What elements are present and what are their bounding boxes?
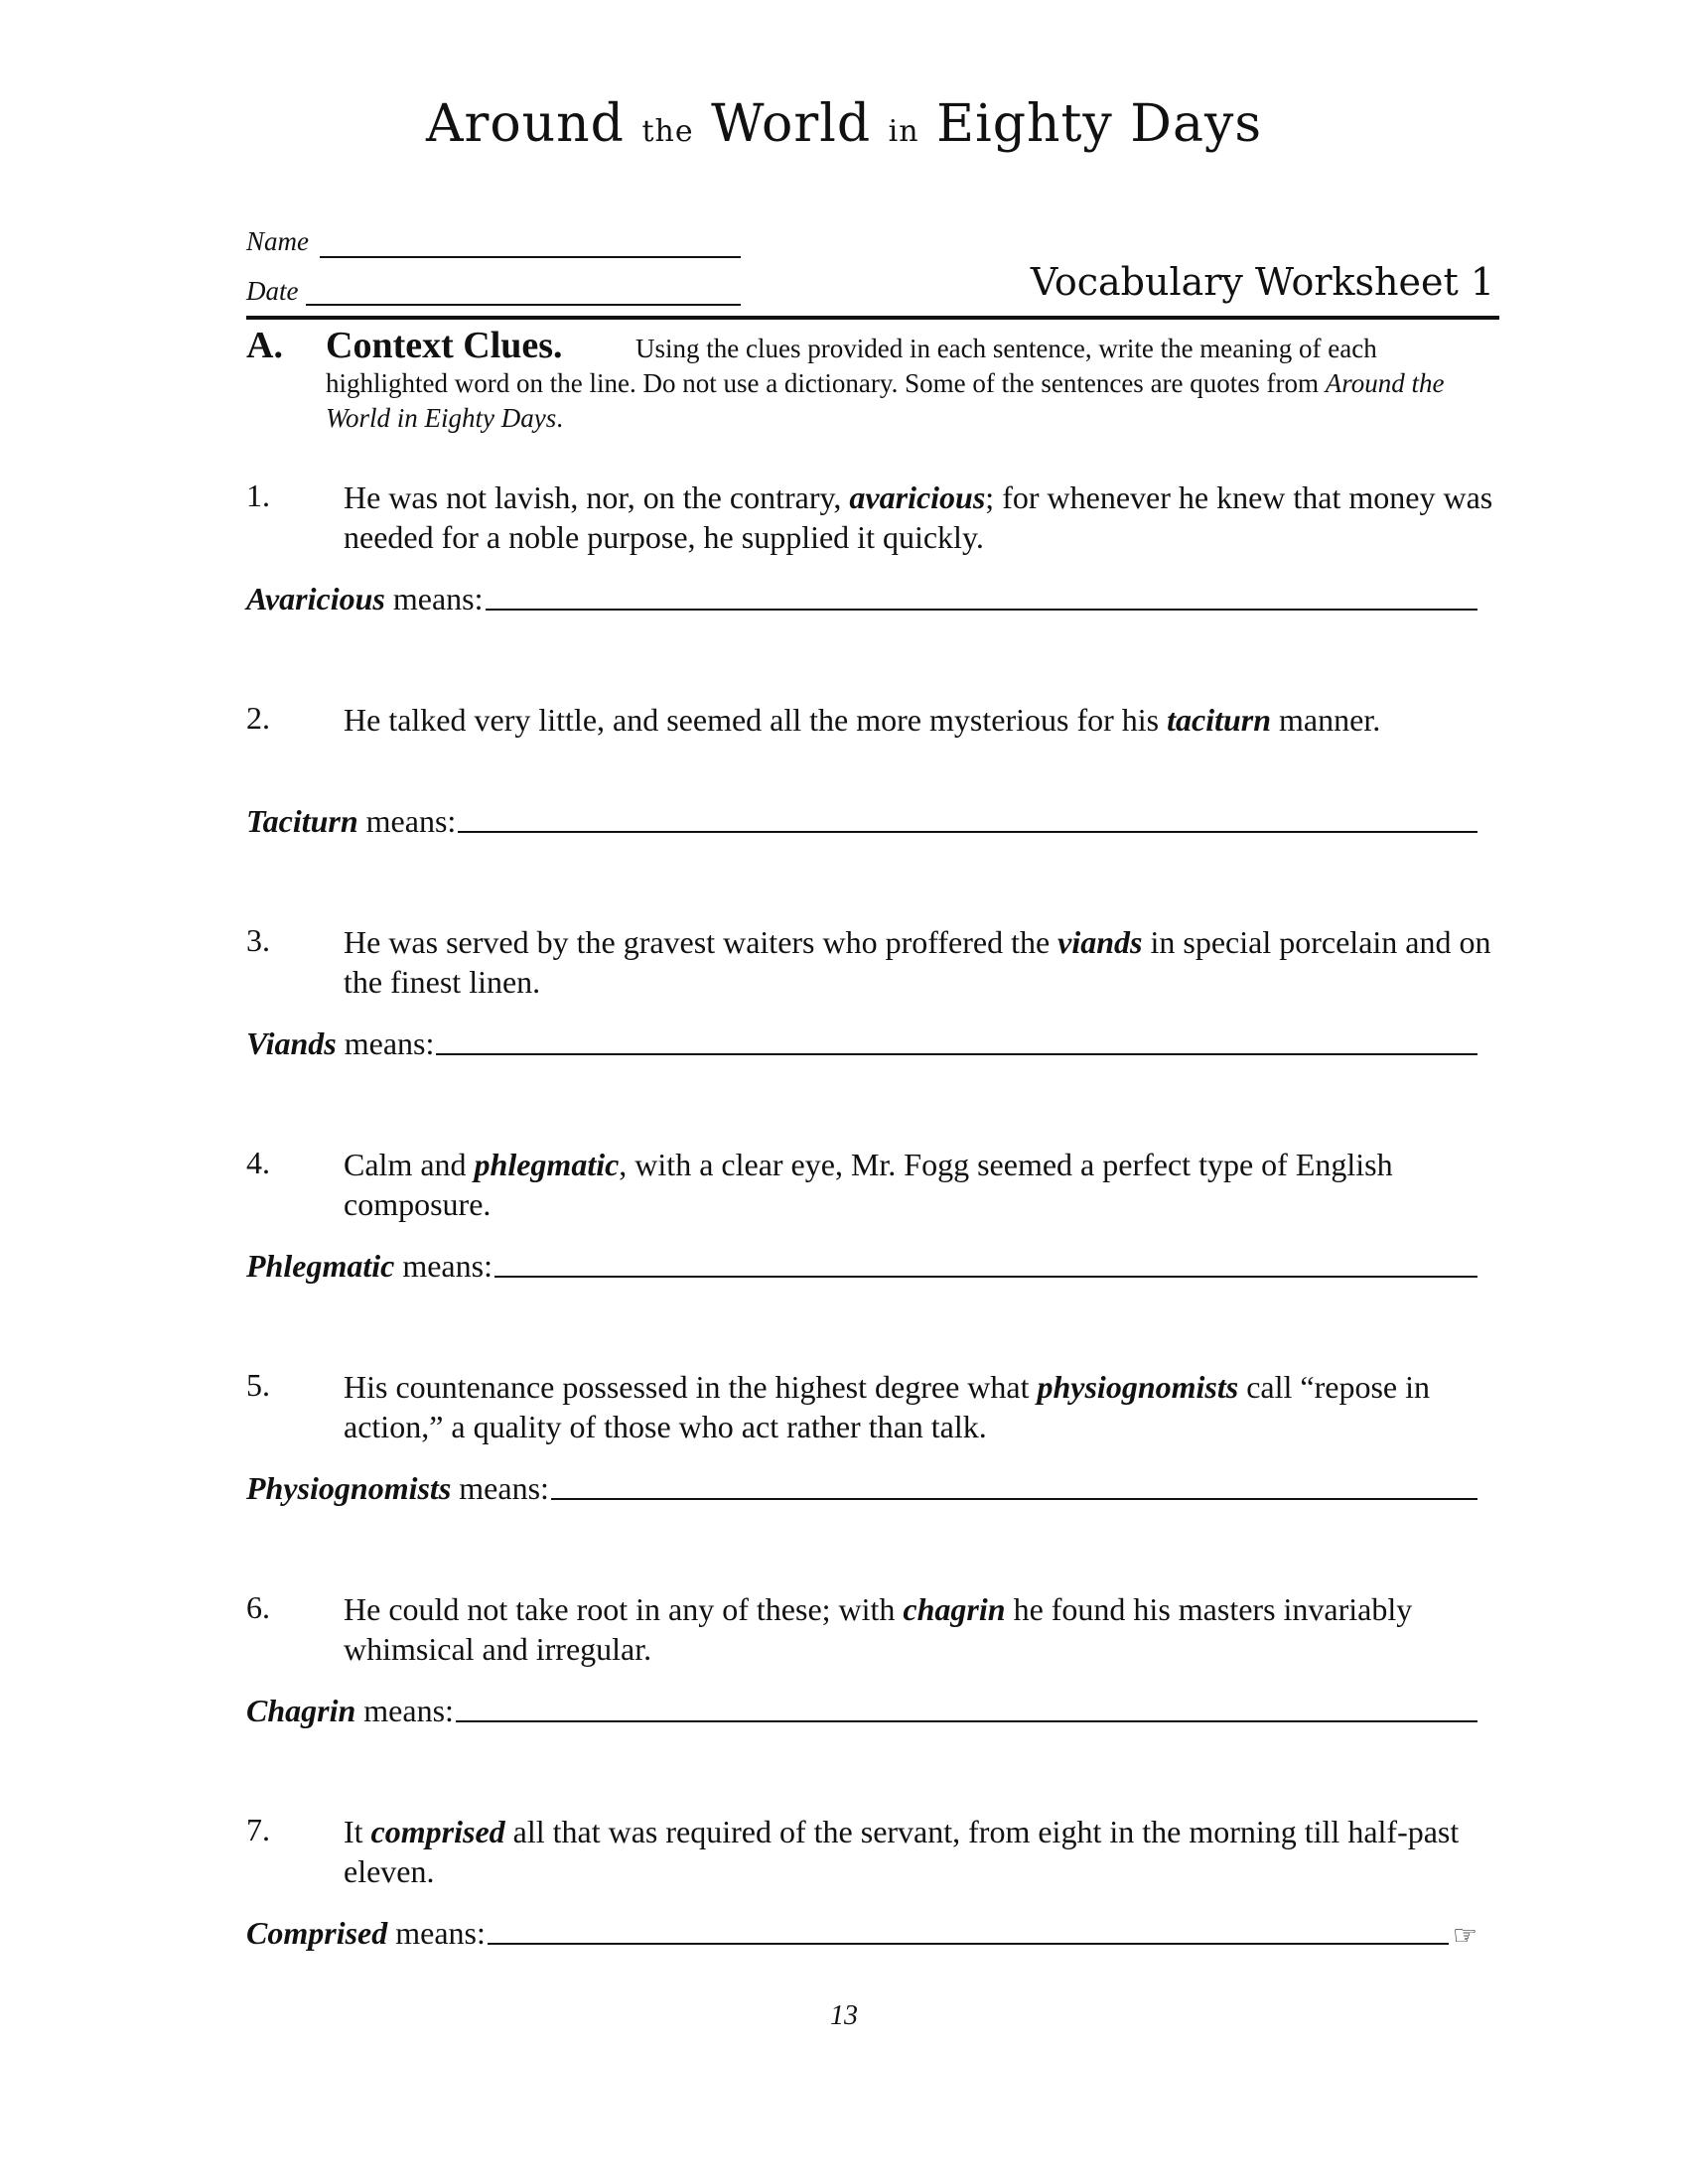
item-4-answer-word: Phlegmatic	[246, 1248, 395, 1284]
item-1-text-after: ; for whenever he knew that money was needed for a noble purpose, he supplied it quickly.	[344, 479, 1493, 555]
item-2-answer-row	[246, 803, 1477, 840]
item-5-answer-word: Physiognomists	[246, 1470, 452, 1506]
item-2-sentence	[344, 700, 1495, 740]
item-7-answer-line[interactable]	[488, 1943, 1449, 1945]
item-3-answer-word: Viands	[246, 1025, 337, 1061]
item-5-sentence	[344, 1367, 1495, 1446]
item-4-means-label: means:	[402, 1248, 492, 1284]
section-heading: Context Clues.	[326, 325, 563, 366]
section-letter: A.	[246, 325, 283, 366]
page-number: 13	[830, 2000, 858, 2031]
item-5-answer-row	[246, 1470, 1477, 1507]
item-6-text-after: he found his masters invariably whimsical and irregular.	[344, 1591, 1413, 1667]
item-6-sentence	[344, 1589, 1495, 1669]
pointing-hand-icon: ☞	[1452, 1919, 1477, 1952]
item-4-number: 4.	[246, 1145, 270, 1180]
item-4-text-after: , with a clear eye, Mr. Fogg seemed a perfect type of English composure.	[344, 1147, 1393, 1222]
item-5-means-label: means:	[459, 1470, 549, 1506]
item-2-answer-word: Taciturn	[246, 803, 358, 839]
item-7-keyword: comprised	[370, 1814, 505, 1849]
item-7-text-after: all that was required of the servant, from eight in the morning till half-past eleven.	[344, 1814, 1460, 1889]
item-3-text-after: in special porcelain and on the finest linen.	[344, 924, 1491, 1000]
item-1-number: 1.	[246, 478, 270, 513]
item-5-text-after: call “repose in action,” a quality of those who act rather than talk.	[344, 1369, 1430, 1444]
instructions-book-title: Around the World in Eighty Days	[326, 368, 1445, 433]
item-6-means-label: means:	[363, 1693, 454, 1728]
item-4-text-before: Calm and	[344, 1147, 475, 1182]
instructions-end: .	[556, 403, 563, 433]
item-7-answer-word: Comprised	[246, 1915, 388, 1951]
item-5-answer-line[interactable]	[551, 1498, 1477, 1500]
item-4-answer-row	[246, 1248, 1477, 1285]
item-7-answer-row	[246, 1915, 1477, 1952]
item-5-keyword: physiognomists	[1037, 1369, 1239, 1405]
item-4-keyword: phlegmatic	[474, 1147, 620, 1182]
item-6-number: 6.	[246, 1589, 270, 1625]
section-instructions	[326, 332, 1477, 436]
title-around: Around	[425, 94, 625, 154]
name-label: Name	[246, 226, 309, 256]
item-1-means-label: means:	[392, 581, 484, 616]
item-7-means-label: means:	[395, 1915, 486, 1951]
page-title	[0, 94, 1688, 154]
header-rule	[246, 316, 1499, 320]
item-1-answer-word: Avaricious	[246, 581, 385, 616]
item-7-sentence	[344, 1812, 1495, 1891]
title-eighty-days: Eighty Days	[936, 94, 1263, 154]
date-field[interactable]	[306, 304, 741, 306]
item-3-keyword: viands	[1057, 924, 1143, 960]
item-2-keyword: taciturn	[1167, 702, 1272, 738]
item-3-means-label: means:	[344, 1025, 435, 1061]
title-the: the	[641, 114, 694, 149]
item-3-answer-line[interactable]	[436, 1053, 1477, 1055]
worksheet-title: Vocabulary Worksheet 1	[1030, 260, 1494, 304]
item-7-text-before: It	[344, 1814, 371, 1849]
item-5-text-before: His countenance possessed in the highest degree what	[344, 1369, 1038, 1405]
item-1-keyword: avaricious	[849, 479, 986, 515]
instructions-text: Using the clues provided in each sentence, write the meaning of each highlighted word on the line. Do not use a dictionary. Some of the sentences are quotes from	[326, 334, 1377, 398]
item-2-means-label: means:	[365, 803, 457, 839]
item-6-answer-word: Chagrin	[246, 1693, 356, 1728]
item-2-text-after: manner.	[1271, 702, 1381, 738]
item-6-answer-row	[246, 1693, 1477, 1729]
item-6-text-before: He could not take root in any of these; with	[344, 1591, 904, 1627]
item-1-sentence	[344, 478, 1495, 557]
date-label: Date	[246, 276, 299, 306]
item-2-number: 2.	[246, 700, 270, 736]
item-1-text-before: He was not lavish, nor, on the contrary,	[344, 479, 850, 515]
title-world: World	[711, 94, 872, 154]
item-4-answer-line[interactable]	[494, 1276, 1477, 1278]
item-3-number: 3.	[246, 922, 270, 958]
item-6-keyword: chagrin	[903, 1591, 1006, 1627]
item-6-answer-line[interactable]	[456, 1720, 1477, 1722]
item-3-answer-row	[246, 1025, 1477, 1062]
name-field[interactable]	[320, 256, 741, 258]
item-3-sentence	[344, 922, 1495, 1002]
item-1-answer-row	[246, 581, 1477, 617]
item-1-answer-line[interactable]	[486, 609, 1478, 611]
item-2-text-before: He talked very little, and seemed all the more mysterious for his	[344, 702, 1168, 738]
item-4-sentence	[344, 1145, 1495, 1224]
item-3-text-before: He was served by the gravest waiters who proffered the	[344, 924, 1058, 960]
item-5-number: 5.	[246, 1367, 270, 1403]
title-in: in	[888, 114, 919, 149]
item-2-answer-line[interactable]	[458, 831, 1477, 833]
item-7-number: 7.	[246, 1812, 270, 1847]
